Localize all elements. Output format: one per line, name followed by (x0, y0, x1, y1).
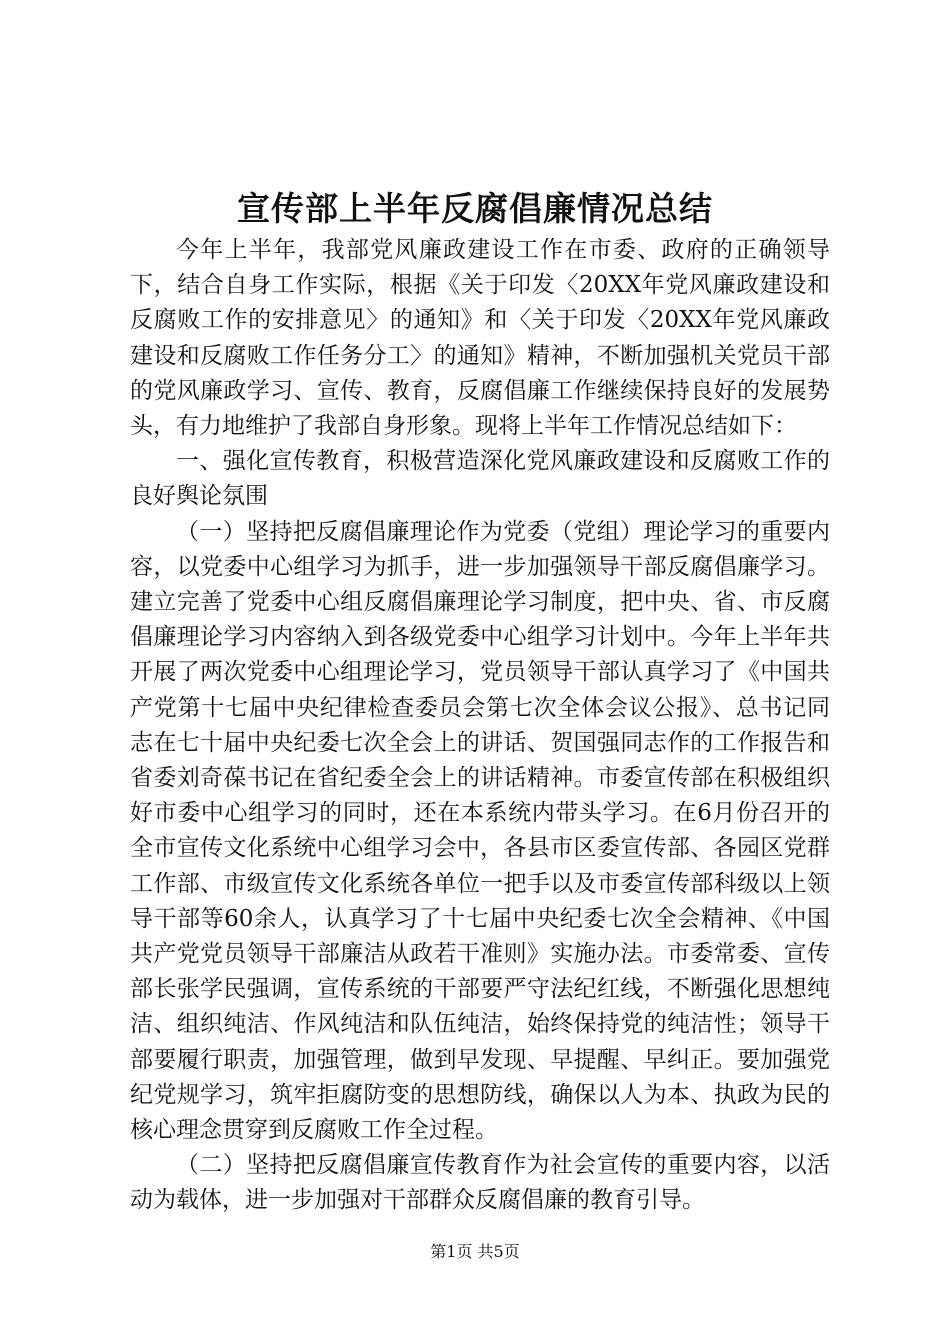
intro-paragraph: 今年上半年，我部党风廉政建设工作在市委、政府的正确领导下，结合自身工作实际，根据《关于印发〈20XX年党风廉政建设和反腐败工作的安排意见〉的通知》和〈关于印发〈20XX年党风廉政建设和反腐败工作任务分工〉的通知》精神，不断加强机关党员干部的党风廉政学习、宣传、教育，反腐倡廉工作继续保持良好的发展势头，有力地维护了我部自身形象。现将上半年工作情况总结如下： (130, 237, 830, 440)
document-body (130, 233, 830, 1219)
document-title: 宣传部上半年反腐倡廉情况总结 (237, 189, 713, 228)
subsection-paragraph-1: （一）坚持把反腐倡廉理论作为党委（党组）理论学习的重要内容，以党委中心组学习为抓手，进一步加强领导干部反腐倡廉学习。建立完善了党委中心组反腐倡廉理论学习制度，把中央、省、市反腐倡廉理论学习内容纳入到各级党委中心组学习计划中。今年上半年共开展了两次党委中心组理论学习，党员领导干部认真学习了《中国共产党第十七届中央纪律检查委员会第七次全体会议公报》、总书记同志在七十届中央纪委七次全会上的讲话、贺国强同志作的工作报告和省委刘奇葆书记在省纪委全会上的讲话精神。市委宣传部在积极组织好市委中心组学习的同时，还在本系统内带头学习。在6月份召开的全市宣传文化系统中心组学习会中，各县市区委宣传部、各园区党群工作部、市级宣传文化系统各单位一把手以及市委宣传部科级以上领导干部等60余人，认真学习了十七届中央纪委七次全会精神、《中国共产党党员领导干部廉洁从政若干准则》实施办法。市委常委、宣传部长张学民强调，宣传系统的干部要严守法纪红线，不断强化思想纯洁、组织纯洁、作风纯洁和队伍纯洁，始终保持党的纯洁性；领导干部要履行职责，加强管理，做到早发现、早提醒、早纠正。要加强党纪党规学习，筑牢拒腐防变的思想防线，确保以人为本、执政为民的核心理念贯穿到反腐败工作全过程。 (130, 518, 830, 1144)
subsection-paragraph-2: （二）坚持把反腐倡廉宣传教育作为社会宣传的重要内容，以活动为载体，进一步加强对干部群众反腐倡廉的教育引导。 (130, 1152, 830, 1214)
section-heading-1: 一、强化宣传教育，积极营造深化党风廉政建设和反腐败工作的良好舆论氛围 (130, 448, 830, 510)
page-footer: 第1页 共5页 (430, 1242, 520, 1261)
